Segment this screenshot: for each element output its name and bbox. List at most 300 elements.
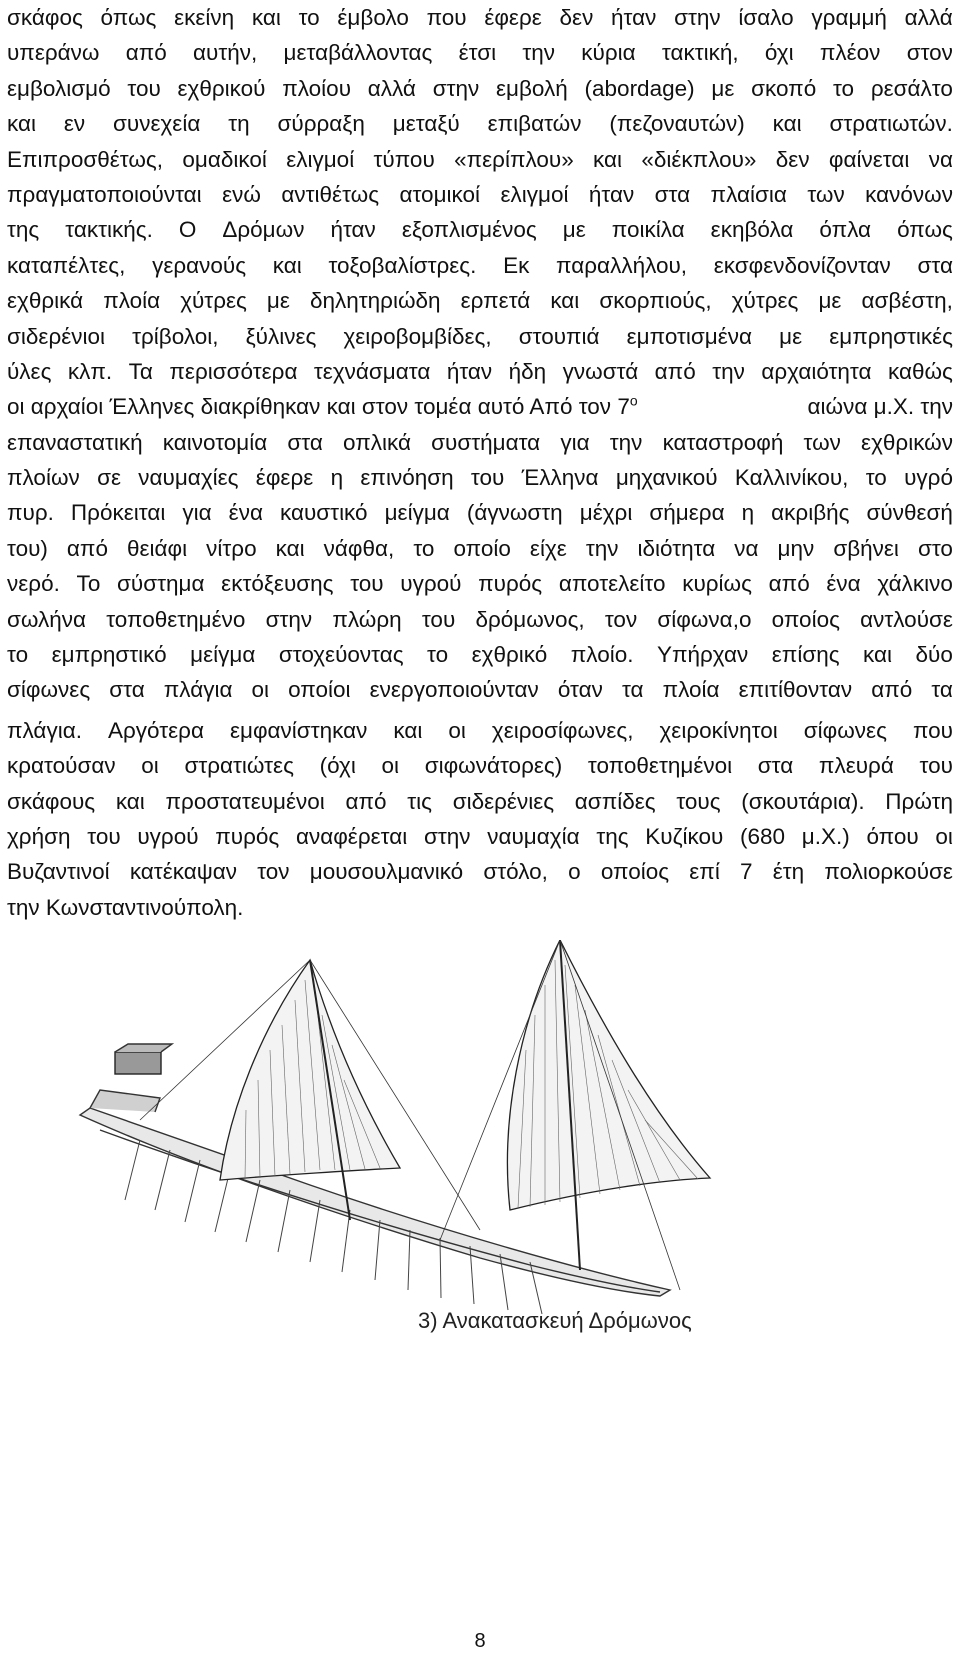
word: σύστημα	[117, 571, 205, 597]
text-line-content	[7, 854, 953, 889]
word: στην	[432, 75, 480, 101]
word: να	[928, 146, 953, 172]
word: χειροκίνητοι	[659, 717, 778, 743]
word: χρήση	[7, 823, 71, 849]
word: νάφθα,	[323, 535, 395, 561]
text-line	[7, 425, 953, 460]
word: εν	[63, 111, 86, 137]
word: σωλήνα	[7, 606, 87, 632]
text-line-content	[7, 748, 953, 783]
text-line	[7, 531, 953, 566]
word: στουπιά	[518, 323, 600, 349]
word: ατομικοί	[399, 181, 481, 207]
word: θειάφι	[127, 535, 188, 561]
word: και	[550, 288, 580, 314]
word: προστατευμένοι	[165, 788, 325, 814]
text-line-content	[7, 566, 953, 601]
word: εκσφενδονίζονταν	[713, 252, 891, 278]
word: την	[712, 358, 745, 384]
word: οποίοι	[288, 677, 351, 703]
word: (όχι	[319, 753, 356, 779]
word: σιδερένιες	[452, 788, 555, 814]
word: το	[832, 75, 855, 101]
word: όπλα	[819, 217, 872, 243]
word: εμπρηστικό	[51, 642, 167, 668]
word: σκάφους	[7, 788, 96, 814]
word: τακτική,	[661, 40, 739, 66]
text-line	[7, 71, 953, 106]
word: με	[562, 217, 586, 243]
text-line-content	[7, 784, 953, 819]
page-number: 8	[474, 1630, 486, 1652]
word: από	[125, 40, 167, 66]
word: καταστροφή	[662, 429, 784, 455]
word: Ο	[178, 217, 197, 243]
word: επίσης	[771, 642, 840, 668]
text-line	[7, 890, 953, 925]
word: και	[115, 788, 145, 814]
word: επιτίθονταν	[738, 677, 853, 703]
text-line-content	[7, 819, 953, 854]
word: με	[818, 288, 842, 314]
word: ρεσάλτο	[870, 75, 953, 101]
word: και	[863, 642, 893, 668]
text-line	[7, 637, 953, 672]
word: συνεχεία	[113, 111, 201, 137]
text-line	[7, 460, 953, 495]
word: στα	[287, 429, 323, 455]
word: (abordage)	[584, 75, 695, 101]
word: η	[741, 500, 755, 526]
word: «περίπλου»	[454, 146, 574, 172]
word: Πρώτη	[885, 788, 953, 814]
word: ναυμαχίες	[138, 465, 239, 491]
word: ερπετά	[460, 288, 531, 314]
word: σκάφος	[7, 5, 83, 30]
word: πλευρά	[818, 753, 894, 779]
word: (σκουτάρια).	[741, 788, 865, 814]
word: στο	[917, 535, 953, 561]
word: καινοτομία	[162, 429, 268, 455]
text-line-content	[7, 495, 953, 530]
word: τακτικής.	[65, 217, 153, 243]
word: εμβολισμό	[7, 75, 111, 101]
text-line-content	[7, 354, 953, 389]
text-line	[7, 248, 953, 283]
word: κλπ.	[67, 358, 113, 384]
text-line-content	[7, 0, 953, 35]
word: Υπήρχαν	[656, 642, 749, 668]
word: για	[560, 429, 590, 455]
word: χύτρες	[180, 288, 247, 314]
word: πλαίσια	[710, 181, 787, 207]
word: Το	[76, 571, 101, 597]
word: σίφωνες	[803, 717, 887, 743]
text-line-content	[7, 71, 953, 106]
word: αυτήν,	[193, 40, 258, 66]
word: μεταξύ	[392, 111, 460, 137]
word: δηλητηριώδη	[309, 288, 441, 314]
word: ίσαλο	[738, 5, 794, 30]
text-line-content	[7, 531, 953, 566]
word: μουσουλμανικό	[309, 859, 464, 885]
word: (680	[740, 823, 786, 849]
superscript: ο	[629, 392, 638, 409]
word: είχε	[529, 535, 567, 561]
word: Πρόκειται	[70, 500, 166, 526]
text-line-content	[7, 35, 953, 70]
text-line	[7, 283, 953, 318]
word: περισσότερα	[169, 358, 298, 384]
word: τοξοβαλίστρες.	[328, 252, 477, 278]
word: σύνθεσή	[866, 500, 953, 526]
word: στρατιωτών.	[829, 111, 953, 137]
word: Δρόμων	[222, 217, 305, 243]
word: σε	[97, 465, 121, 491]
word: το	[413, 535, 435, 561]
word: για	[182, 500, 212, 526]
text-line	[7, 672, 953, 707]
word: πυρ.	[7, 500, 54, 526]
word: ιδιότητα	[637, 535, 716, 561]
text-line-content	[7, 425, 953, 460]
word: ήταν	[330, 217, 376, 243]
word: κυρίως	[682, 571, 752, 597]
word: από	[871, 677, 913, 703]
word: τις	[407, 788, 432, 814]
word: που	[912, 717, 953, 743]
word: στρατιώτες	[184, 753, 294, 779]
word: επιβατών	[487, 111, 582, 137]
word: αναφέρεται	[295, 823, 408, 849]
word: όπως	[100, 5, 157, 30]
text-line	[7, 177, 953, 212]
word: κατέκαψαν	[129, 859, 238, 885]
word: ήταν	[588, 181, 635, 207]
word: ήδη	[508, 358, 547, 384]
text-line-content	[7, 460, 953, 495]
body-text	[7, 0, 953, 925]
word: με	[711, 75, 735, 101]
word: στα	[757, 753, 794, 779]
text-line-content	[7, 283, 953, 318]
word: τον	[604, 606, 638, 632]
text-line	[7, 748, 953, 783]
word: με	[266, 288, 290, 314]
text-line-content: την Κωνσταντινούπολη.	[7, 894, 244, 920]
word: φαίνεται	[828, 146, 910, 172]
word: από	[66, 535, 108, 561]
word: στα	[654, 181, 691, 207]
word: πολιορκούσε	[824, 859, 953, 885]
word: των	[807, 181, 845, 207]
word: σίφωνα,ο	[657, 606, 752, 632]
word: την	[585, 535, 619, 561]
word: τοποθετημένο	[106, 606, 246, 632]
word: κανόνων	[865, 181, 953, 207]
word: του	[350, 571, 384, 597]
word: συστήματα	[431, 429, 541, 455]
word: χειροσίφωνες,	[491, 717, 634, 743]
word: του)	[7, 535, 48, 561]
word: το	[7, 642, 29, 668]
word: Επιπροσθέτως,	[7, 146, 164, 172]
word: έφερε	[255, 465, 314, 491]
word: πλάγια.	[7, 717, 82, 743]
word: του	[421, 606, 456, 632]
word: και	[251, 5, 281, 30]
word: καθώς	[887, 358, 953, 384]
text-line	[7, 495, 953, 530]
text-line	[7, 354, 953, 389]
text-line	[7, 784, 953, 819]
dromon-reconstruction-illustration	[60, 940, 920, 1320]
word: από	[768, 571, 810, 597]
text-line	[7, 854, 953, 889]
word: του	[470, 465, 505, 491]
text-line	[7, 602, 953, 637]
word: σκοπό	[751, 75, 817, 101]
word: που	[426, 5, 467, 30]
word: ελιγμοί	[500, 181, 569, 207]
word: και	[772, 111, 802, 137]
word: μείγμα	[384, 500, 450, 526]
word: αντλούσε	[860, 606, 953, 632]
text-line	[7, 319, 953, 354]
word: πραγματοποιούνται	[7, 181, 202, 207]
text-line-content	[7, 248, 953, 283]
word: γνωστά	[562, 358, 639, 384]
word: Κυζίκου	[645, 823, 724, 849]
word: αντιθέτως	[281, 181, 380, 207]
word: σύρραξη	[277, 111, 365, 137]
word: υπεράνω	[7, 40, 100, 66]
word: ύλες	[7, 358, 52, 384]
text-line-tail: αιώνα μ.Χ. την	[807, 394, 953, 420]
word: οι	[935, 823, 953, 849]
word: οπλικά	[343, 429, 411, 455]
word: μ.Χ.)	[801, 823, 850, 849]
word: Καλλινίκου,	[734, 465, 849, 491]
word: σίφωνες	[7, 677, 91, 703]
text-line-content	[7, 602, 953, 637]
text-line	[7, 212, 953, 247]
word: και	[593, 146, 623, 172]
word: τους	[676, 788, 721, 814]
word: μέχρι	[579, 500, 633, 526]
word: εμποτισμένα	[626, 323, 753, 349]
word: πλώρη	[332, 606, 402, 632]
word: ναυμαχία	[487, 823, 580, 849]
word: δρόμωνος,	[475, 606, 585, 632]
word: νίτρο	[206, 535, 257, 561]
word: πυρός	[215, 823, 280, 849]
word: εμβολή	[495, 75, 568, 101]
word: σήμερα	[649, 500, 725, 526]
text-line-content	[7, 713, 953, 748]
word: επαναστατική	[7, 429, 143, 455]
figure-caption: 3) Ανακατασκευή Δρόμωνος	[418, 1308, 692, 1333]
word: ο	[568, 859, 581, 885]
word: ένα	[228, 500, 263, 526]
word: ομαδικοί	[182, 146, 267, 172]
word: πλοία	[662, 677, 720, 703]
word: έτσι	[458, 40, 497, 66]
word: μηχανικού	[615, 465, 718, 491]
word: επί	[689, 859, 720, 885]
text-line	[7, 819, 953, 854]
word: ξύλινες	[245, 323, 317, 349]
word: οποίο	[453, 535, 511, 561]
word: ένα	[826, 571, 861, 597]
word: και	[7, 111, 36, 137]
word: Αργότερα	[107, 717, 204, 743]
word: του	[87, 823, 121, 849]
word: κρατούσαν	[7, 753, 116, 779]
word: και	[393, 717, 423, 743]
word: τη	[228, 111, 250, 137]
word: Βυζαντινοί	[7, 859, 110, 885]
word: πλάγια	[163, 677, 233, 703]
word: των	[803, 429, 841, 455]
word: έτη	[772, 859, 805, 885]
text-line	[7, 0, 953, 35]
word: από	[345, 788, 387, 814]
word: ελιγμοί	[286, 146, 355, 172]
word: μην	[777, 535, 815, 561]
word: σκορπιούς,	[599, 288, 712, 314]
word: υγρό	[904, 465, 953, 491]
word: οι	[448, 717, 466, 743]
word: επινόηση	[360, 465, 454, 491]
word: ενεργοποιούνταν	[369, 677, 539, 703]
word: στα	[917, 252, 953, 278]
word: εκηβόλα	[710, 217, 794, 243]
word: Έλληνα	[521, 465, 599, 491]
word: στην	[674, 5, 721, 30]
word: σιφωνάτορες)	[424, 753, 563, 779]
word: τύπου	[373, 146, 435, 172]
text-line	[7, 35, 953, 70]
word: εχθρικού	[177, 75, 266, 101]
word: στην	[423, 823, 471, 849]
word: χύτρες	[731, 288, 799, 314]
word: εκτόξευσης	[221, 571, 334, 597]
word: με	[779, 323, 803, 349]
text-line	[7, 106, 953, 141]
word: της	[596, 823, 629, 849]
text-line-content	[7, 319, 953, 354]
text-line-content	[7, 177, 953, 212]
word: στόλο,	[483, 859, 548, 885]
word: ήταν	[446, 358, 493, 384]
word: οι	[381, 753, 400, 779]
word: πλοίο.	[570, 642, 634, 668]
word: οποίος	[600, 859, 670, 885]
text-line-content	[7, 142, 953, 177]
word: τον	[257, 859, 290, 885]
word: ήταν	[611, 5, 657, 30]
word: παραλλήλου,	[556, 252, 688, 278]
text-line	[7, 389, 953, 424]
word: να	[734, 535, 759, 561]
word: μεταβάλλοντας	[283, 40, 433, 66]
word: μείγμα	[190, 642, 256, 668]
word: πυρός	[478, 571, 543, 597]
word: της	[7, 217, 40, 243]
word: όχι	[764, 40, 794, 66]
word: τεχνάσματα	[313, 358, 431, 384]
word: εχθρικά	[7, 288, 84, 314]
word: νερό.	[7, 571, 60, 597]
word: αλλά	[367, 75, 416, 101]
word: χειροβομβίδες,	[343, 323, 492, 349]
word: αποτελείτο	[558, 571, 666, 597]
word: δεν	[775, 146, 810, 172]
word: σιδερένιοι	[7, 323, 106, 349]
word: τρίβολοι,	[132, 323, 219, 349]
word: έμβολο	[337, 5, 409, 30]
word: χάλκινο	[877, 571, 953, 597]
word: η	[330, 465, 344, 491]
text-line-content	[7, 106, 953, 141]
word: στοχεύοντας	[278, 642, 404, 668]
word: δύο	[915, 642, 953, 668]
word: γραμμή	[811, 5, 887, 30]
word: σβήνει	[833, 535, 899, 561]
word: αλλά	[904, 5, 953, 30]
word: έφερε	[484, 5, 542, 30]
word: ποικίλα	[611, 217, 685, 243]
word: την	[609, 429, 643, 455]
word: το	[427, 642, 449, 668]
word: στην	[265, 606, 313, 632]
word: όταν	[557, 677, 603, 703]
word: και	[272, 252, 302, 278]
text-line-content	[7, 672, 953, 707]
word: πλοίων	[7, 465, 80, 491]
word: εμπρηστικές	[829, 323, 953, 349]
word: στον	[906, 40, 953, 66]
word: καυστικό	[280, 500, 368, 526]
word: ασπίδες	[574, 788, 656, 814]
word: «διέκπλου»	[641, 146, 757, 172]
word: οι	[251, 677, 270, 703]
text-line-content	[7, 212, 953, 247]
text-line	[7, 713, 953, 748]
word: πλέον	[819, 40, 881, 66]
word: πλοίου	[282, 75, 351, 101]
text-line	[7, 142, 953, 177]
word: οι	[141, 753, 159, 779]
word: (άγνωστη	[466, 500, 563, 526]
text-line-content: οι αρχαίοι Έλληνες διακρίθηκαν και στον τομέα αυτό Από τον 7	[7, 394, 630, 420]
word: υγρού	[400, 571, 462, 597]
word: και	[275, 535, 305, 561]
word: δεν	[559, 5, 594, 30]
word: ασβέστη,	[861, 288, 953, 314]
word: ενώ	[222, 181, 261, 207]
word: 7	[740, 859, 753, 885]
word: εχθρικό	[471, 642, 548, 668]
word: (πεζοναυτών)	[609, 111, 745, 137]
text-line	[7, 566, 953, 601]
word: εμφανίστηκαν	[229, 717, 368, 743]
word: τα	[931, 677, 953, 703]
word: Τα	[128, 358, 153, 384]
word: όπως	[897, 217, 953, 243]
word: πλοία	[103, 288, 161, 314]
